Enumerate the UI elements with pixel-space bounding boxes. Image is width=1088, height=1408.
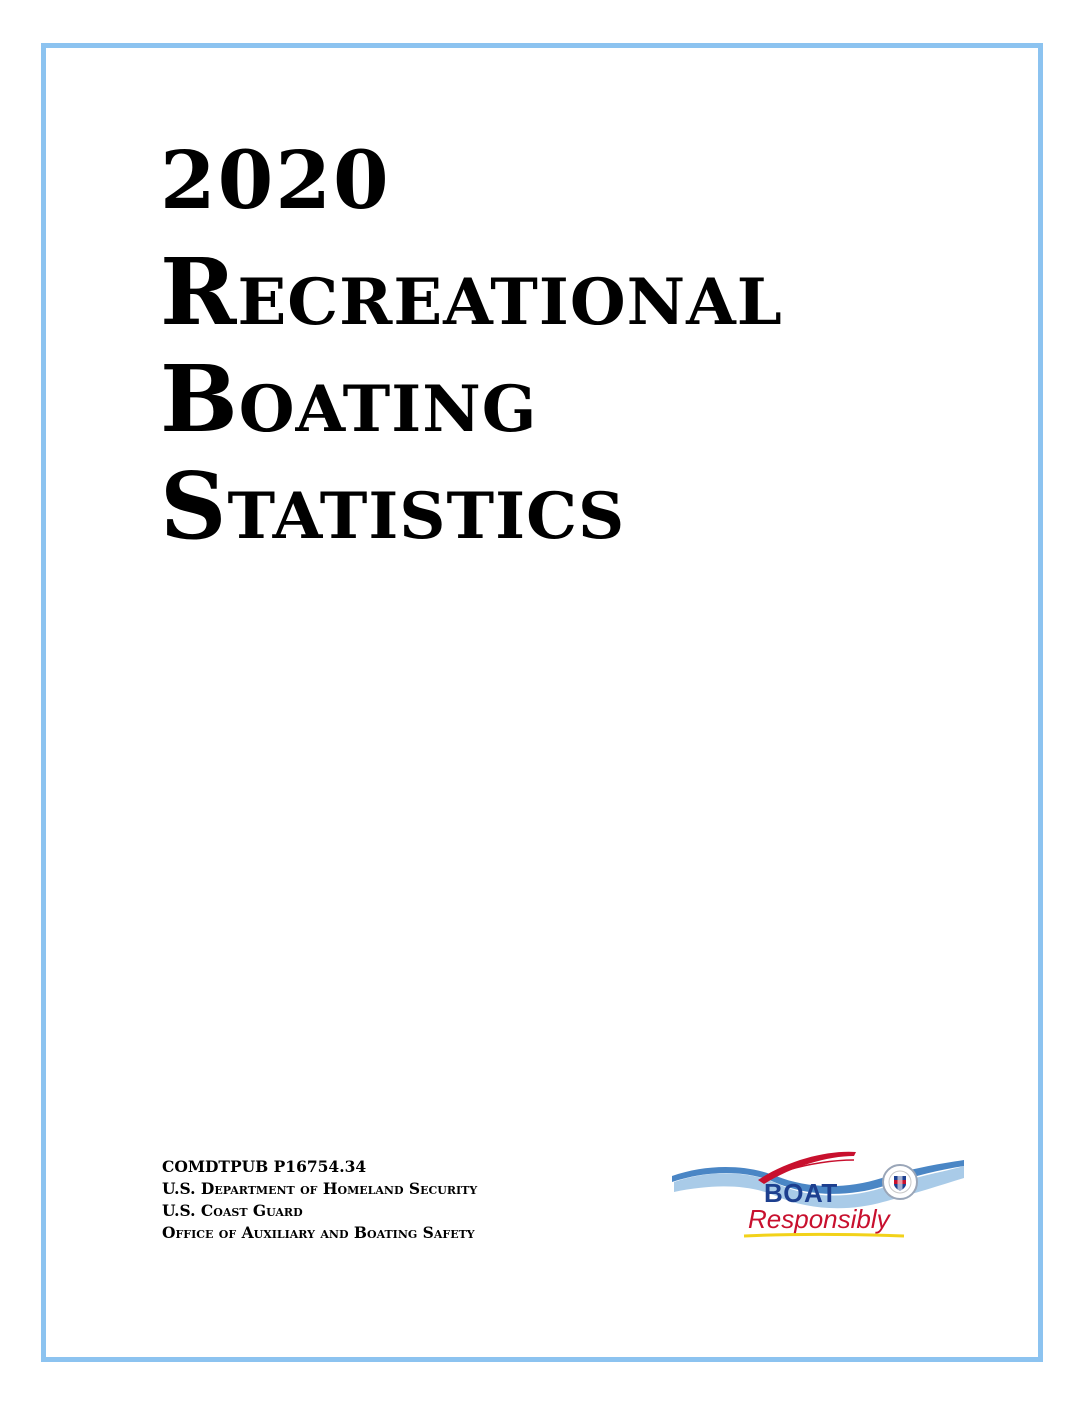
logo-underline: [744, 1235, 904, 1237]
logo-word-boat: BOAT: [764, 1178, 838, 1208]
coast-guard-seal-icon: [883, 1165, 917, 1199]
department-name: U.S. Department of Homeland Security: [162, 1179, 478, 1198]
publication-number: COMDTPUB P16754.34: [162, 1157, 367, 1176]
title-line-statistics: [160, 452, 783, 567]
title-line-boating: [160, 345, 783, 460]
title-year: 2020: [160, 133, 391, 227]
document-title: [160, 133, 783, 567]
boat-responsibly-logo: [668, 1140, 968, 1250]
office-name: Office of Auxiliary and Boating Safety: [162, 1223, 475, 1242]
publisher-block: [162, 1156, 477, 1244]
logo-word-responsibly: Responsibly: [748, 1204, 890, 1234]
title-word: Statistics: [160, 452, 626, 560]
agency-name: U.S. Coast Guard: [162, 1201, 303, 1220]
title-line-recreational: [160, 238, 783, 353]
title-word: Boating: [160, 345, 538, 453]
title-word: Recreational: [160, 238, 783, 346]
